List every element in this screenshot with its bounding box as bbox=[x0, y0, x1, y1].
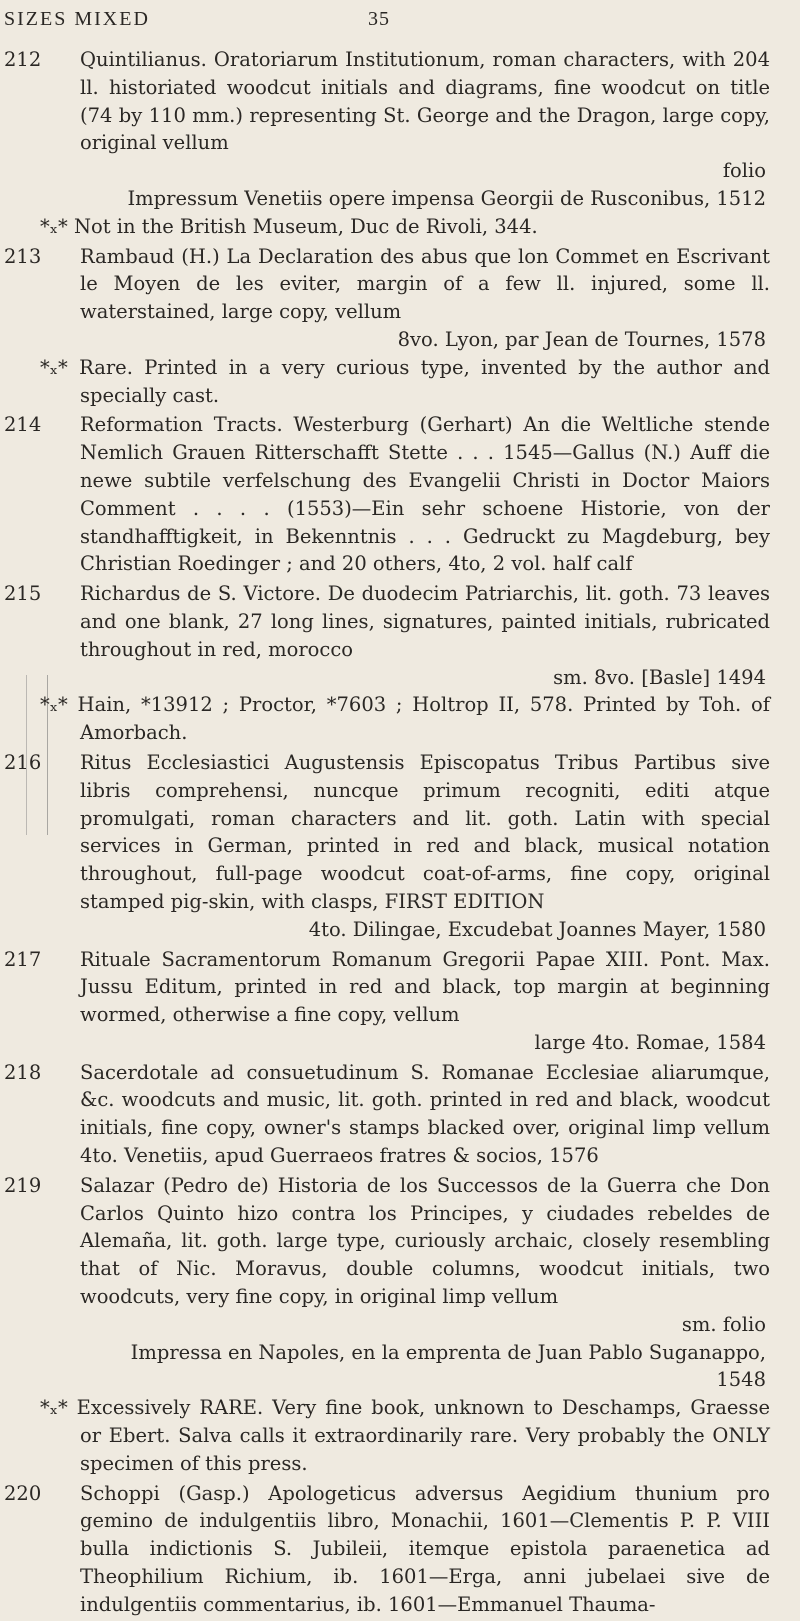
entry-description: Salazar (Pedro de) Historia de los Successos de la Guerra che Don Carlos Quinto hizo contra los Principes, y ciudades rebeldes de Alemaña, lit. goth. large type, curiously archaic, closely resembling that of Nic. Moravus, double columns, woodcut initials, two woodcuts, very fine copy, in original limp vellum bbox=[80, 1173, 770, 1309]
entry-format: folio bbox=[722, 159, 766, 183]
entry-imprint: 8vo. Lyon, par Jean de Tournes, 1578 bbox=[397, 327, 766, 351]
entry-format: sm. folio bbox=[681, 1312, 766, 1336]
entry-number: 218 bbox=[4, 1060, 42, 1084]
entry-note: *ₓ* Not in the British Museum, Duc de Rivoli, 344. bbox=[40, 214, 538, 238]
catalogue-entry bbox=[0, 243, 800, 410]
catalogue-entry bbox=[0, 46, 800, 241]
entry-number: 217 bbox=[4, 947, 42, 971]
entry-number: 216 bbox=[4, 750, 42, 774]
catalogue-entry bbox=[0, 1172, 800, 1478]
entry-format: sm. 8vo. [Basle] 1494 bbox=[553, 665, 766, 689]
entry-number: 214 bbox=[4, 413, 42, 437]
entry-number: 215 bbox=[4, 582, 42, 606]
catalogue-entry bbox=[0, 749, 800, 944]
catalogue-entries bbox=[0, 46, 800, 1621]
entry-note: *ₓ* Rare. Printed in a very curious type, invented by the author and specially cast. bbox=[40, 355, 770, 407]
catalogue-entry bbox=[0, 946, 800, 1057]
entry-description: Quintilianus. Oratoriarum Institutionum, roman characters, with 204 ll. historiated woodcut initials and diagrams, fine woodcut on title (74 by 110 mm.) representing St. George and the Dragon, large copy, original vellum bbox=[80, 48, 770, 155]
catalogue-entry bbox=[0, 1480, 800, 1619]
entry-description: Reformation Tracts. Westerburg (Gerhart) An die Weltliche stende Nemlich Grauen Ritterschafft Stette . . . 1545—Gallus (N.) Auff die newe subtile verfelschung des Evangelii Christi in Doctor Maiors Comment . . . . (1553)—Ein sehr schoene Historie, von der standhafftigkeit, in Bekenntnis . . . Gedruckt zu Magdeburg, bey Christian Roedinger ; and 20 others, 4to, 2 vol. half calf bbox=[80, 413, 770, 576]
entry-number: 220 bbox=[4, 1481, 42, 1505]
entry-imprint: Impressum Venetiis opere impensa Georgii de Rusconibus, 1512 bbox=[127, 186, 766, 210]
entry-note: *ₓ* Excessively RARE. Very fine book, unknown to Deschamps, Graesse or Ebert. Salva calls it extraordinarily rare. Very probably the ONLY specimen of this press. bbox=[40, 1396, 770, 1475]
entry-number: 213 bbox=[4, 244, 42, 268]
entry-note: *ₓ* Hain, *13912 ; Proctor, *7603 ; Holtrop II, 578. Printed by Toh. of Amorbach. bbox=[40, 693, 770, 745]
entry-imprint: large 4to. Romae, 1584 bbox=[534, 1030, 766, 1054]
entry-description: Ritus Ecclesiastici Augustensis Episcopatus Tribus Partibus sive libris comprehensi, nuncque primum recogniti, editi atque promulgati, roman characters and lit. goth. Latin with special services in German, printed in red and black, musical notation throughout, full-page woodcut coat-of-arms, fine copy, original stamped pig-skin, with clasps, FIRST EDITION bbox=[80, 750, 770, 913]
entry-imprint: Impressa en Napoles, en la emprenta de Juan Pablo Suganappo, 1548 bbox=[130, 1340, 766, 1392]
entry-description: Richardus de S. Victore. De duodecim Patriarchis, lit. goth. 73 leaves and one blank, 27 long lines, signatures, painted initials, rubricated throughout in red, morocco bbox=[80, 582, 770, 661]
entry-description: Schoppi (Gasp.) Apologeticus adversus Aegidium thunium pro gemino de indulgentiis libro, Monachii, 1601—Clementis P. P. VIII bulla indictionis S. Jubileii, itemque epistola paraenetica ad Theophilium Richium, ib. 1601—Erga, anni jubelaei sive de indulgentiis commentarius, ib. 1601—Emmanuel Thauma- bbox=[80, 1481, 770, 1616]
catalogue-entry bbox=[0, 1059, 800, 1170]
entry-number: 219 bbox=[4, 1173, 42, 1197]
entry-description: Rituale Sacramentorum Romanum Gregorii Papae XIII. Pont. Max. Jussu Editum, printed in red and black, top margin at beginning wormed, otherwise a fine copy, vellum bbox=[80, 947, 770, 1027]
catalogue-entry bbox=[0, 411, 800, 578]
catalogue-entry bbox=[0, 580, 800, 747]
page-header bbox=[4, 8, 390, 31]
entry-description: Rambaud (H.) La Declaration des abus que lon Commet en Escrivant le Moyen de les eviter, margin of a few ll. injured, some ll. waterstained, large copy, vellum bbox=[80, 244, 770, 324]
page-number: 35 bbox=[368, 8, 390, 30]
entry-description: Sacerdotale ad consuetudinum S. Romanae Ecclesiae aliarumque, &c. woodcuts and music, lit. goth. printed in red and black, woodcut initials, fine copy, owner's stamps blacked over, original limp vellum 4to. Venetiis, apud Guerraeos fratres & socios, 1576 bbox=[80, 1060, 770, 1168]
entry-number: 212 bbox=[4, 48, 42, 71]
running-title: SIZES MIXED bbox=[4, 8, 150, 30]
entry-imprint: 4to. Dilingae, Excudebat Joannes Mayer, 1580 bbox=[308, 917, 766, 941]
